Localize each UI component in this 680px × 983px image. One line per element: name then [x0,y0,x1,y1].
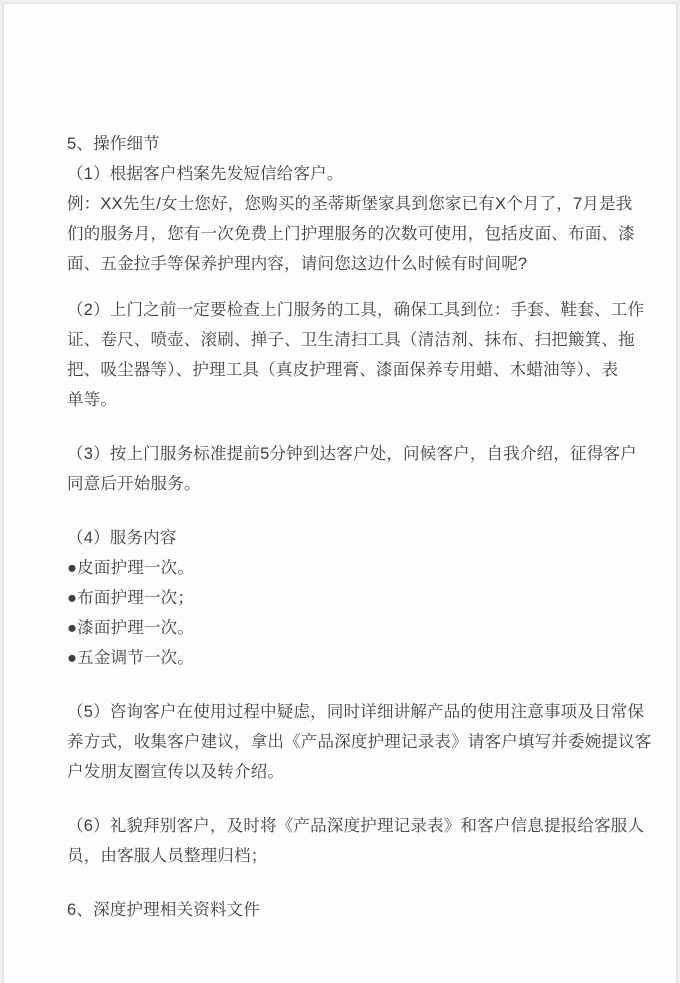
item-3-line: （3）按上门服务标准提前5分钟到达客户处，问候客户，自我介绍，征得客户 [67,445,637,463]
item-3 [67,439,637,499]
example-line: 们的服务月，您有一次免费上门护理服务的次数可使用，包括皮面、布面、漆 [67,225,635,243]
item-5 [67,697,652,787]
item-6 [67,811,645,871]
item-5-line: （5）咨询客户在使用过程中疑虑，同时详细讲解产品的使用注意事项及日常保 [67,703,645,721]
item-4-service-content [67,523,614,673]
heading-text: 6、深度护理相关资料文件 [67,901,261,919]
service-bullet-hardware: ●五金调节一次。 [67,649,195,667]
document-page [4,4,676,983]
example-line: 例：XX先生/女士您好，您购买的圣蒂斯堡家具到您家已有X个月了，7月是我 [67,195,633,213]
item-6-line: （6）礼貌拜别客户，及时将《产品深度护理记录表》和客户信息提报给客服人 [67,817,645,835]
item-4-title: （4）服务内容 [67,529,177,547]
service-bullet-fabric: ●布面护理一次； [67,589,195,607]
item-1-line: （1）根据客户档案先发短信给客户。 [67,165,344,183]
item-5-line: 户发朋友圈宣传以及转介绍。 [67,763,285,781]
section-heading-6 [67,895,614,925]
item-3-line: 同意后开始服务。 [67,475,201,493]
section-heading-5 [67,129,614,159]
item-6-line: 员，由客服人员整理归档； [67,847,268,865]
example-line: 面、五金拉手等保养护理内容，请问您这边什么时候有时间呢? [67,255,528,273]
service-bullet-paint: ●漆面护理一次。 [67,619,195,637]
heading-text: 5、操作细节 [67,135,160,153]
item-2 [67,295,645,415]
item-2-line: （2）上门之前一定要检查上门服务的工具，确保工具到位：手套、鞋套、工作 [67,301,645,319]
item-2-line: 证、卷尺、喷壶、滚刷、掸子、卫生清扫工具（清洁剂、抹布、扫把簸箕、拖 [67,331,635,349]
item-2-line: 单等。 [67,391,118,409]
document-content [4,4,676,925]
service-bullet-leather: ●皮面护理一次。 [67,559,195,577]
example-sms-paragraph [67,189,635,279]
item-5-line: 养方式，收集客户建议，拿出《产品深度护理记录表》请客户填写并委婉提议客 [67,733,652,751]
item-1 [67,159,614,189]
item-2-line: 把、吸尘器等）、护理工具（真皮护理膏、漆面保养专用蜡、木蜡油等）、表 [67,361,619,379]
